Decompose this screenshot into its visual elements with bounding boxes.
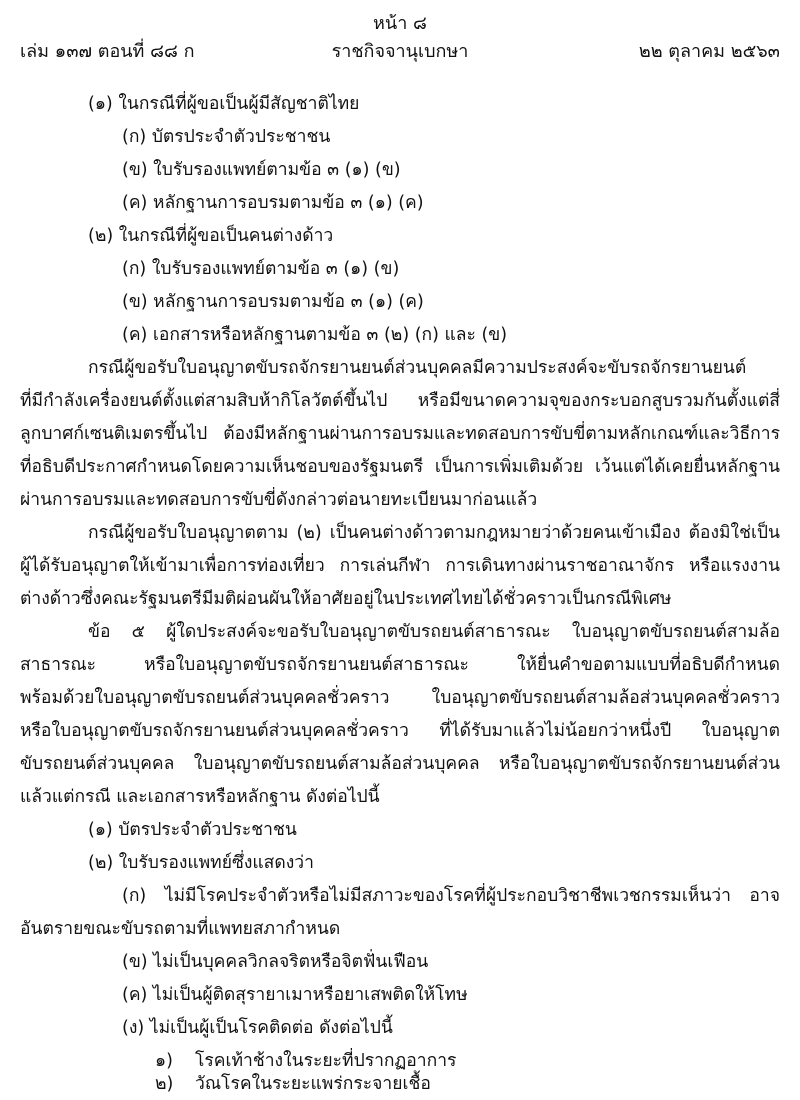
page-number: หน้า ๘ [373,13,427,34]
article-5-line: สาธารณะ หรือใบอนุญาตขับรถจักรยานยนต์สาธารณะ ให้ยื่นคำขอตามแบบที่อธิบดีกำหนด [20,655,780,675]
clause-2-item-a: (ก) ใบรับรองแพทย์ตามข้อ ๓ (๑) (ข) [122,259,400,279]
clause-1-item-b: (ข) ใบรับรองแพทย์ตามข้อ ๓ (๑) (ข) [122,160,401,180]
clause-2-item-c: (ค) เอกสารหรือหลักฐานตามข้อ ๓ (๒) (ก) และ (ข) [122,325,508,345]
disease-item-number: ๒) [155,1074,174,1094]
clause-1-item-c: (ค) หลักฐานการอบรมตามข้อ ๓ (๑) (ค) [122,193,424,213]
disease-item-text: โรคเท้าช้างในระยะที่ปรากฏอาการ [195,1051,457,1071]
article-5-line: พร้อมด้วยใบอนุญาตขับรถยนต์ส่วนบุคคลชั่วคราว ใบอนุญาตขับรถยนต์สามล้อส่วนบุคคลชั่วคราว [20,688,780,708]
article-5-item-1: (๑) บัตรประจำตัวประชาชน [88,820,297,840]
article-5-line: ขับรถยนต์ส่วนบุคคล ใบอนุญาตขับรถยนต์สามล้อส่วนบุคคล หรือใบอนุญาตขับรถจักรยานยนต์ส่วน [20,754,780,774]
article-5-line: ข้อ ๕ ผู้ใดประสงค์จะขอรับใบอนุญาตขับรถยนต์สาธารณะ ใบอนุญาตขับรถยนต์สามล้อ [88,622,780,642]
paragraph-line: ลูกบาศก์เซนติเมตรขึ้นไป ต้องมีหลักฐานผ่านการอบรมและทดสอบการขับขี่ตามหลักเกณฑ์และวิธีการ [20,424,780,444]
article-5-item-2b: (ข) ไม่เป็นบุคคลวิกลจริตหรือจิตฟั่นเฟือน [122,952,429,972]
article-5-line: หรือใบอนุญาตขับรถจักรยานยนต์ส่วนบุคคลชั่วคราว ที่ได้รับมาแล้วไม่น้อยกว่าหนึ่งปี ใบอนุญาต [20,721,780,741]
disease-item-2 [155,1068,431,1100]
paragraph-line: กรณีผู้ขอรับใบอนุญาตตาม (๒) เป็นคนต่างด้าวตามกฎหมายว่าด้วยคนเข้าเมือง ต้องมิใช่เป็น [88,523,780,543]
running-header [20,36,780,64]
publication-date: ๒๒ ตุลาคม ๒๕๖๓ [638,41,780,62]
paragraph-line: ต่างด้าวซึ่งคณะรัฐมนตรีมีมติผ่อนผันให้อาศัยอยู่ในประเทศไทยได้ชั่วคราวเป็นกรณีพิเศษ [20,589,672,609]
disease-item-text: วัณโรคในระยะแพร่กระจายเชื้อ [195,1074,431,1094]
article-5-item-2: (๒) ใบรับรองแพทย์ซึ่งแสดงว่า [88,853,314,873]
article-5-item-2c: (ค) ไม่เป็นผู้ติดสุรายาเมาหรือยาเสพติดให้โทษ [122,985,468,1005]
clause-2-heading: (๒) ในกรณีที่ผู้ขอเป็นคนต่างด้าว [88,226,334,246]
paragraph-line: ผ่านการอบรมและทดสอบการขับขี่ดังกล่าวต่อนายทะเบียนมาก่อนแล้ว [20,490,538,510]
article-5-line: แล้วแต่กรณี และเอกสารหรือหลักฐาน ดังต่อไปนี้ [20,787,380,807]
paragraph-line: ผู้ได้รับอนุญาตให้เข้ามาเพื่อการท่องเที่ยว การเล่นกีฬา การเดินทางผ่านราชอาณาจักร หรือแรงงาน [20,556,780,576]
article-5-item-2a: (ก) ไม่มีโรคประจำตัวหรือไม่มีสภาวะของโรคที่ผู้ประกอบวิชาชีพเวชกรรมเห็นว่า อาจ [122,886,780,906]
paragraph-line: ที่มีกำลังเครื่องยนต์ตั้งแต่สามสิบห้ากิโลวัตต์ขึ้นไป หรือมีขนาดความจุของกระบอกสูบรวมกันตั้งแต่สี่ [20,391,780,411]
gazette-title: ราชกิจจานุเบกษา [331,41,469,62]
volume-issue: เล่ม ๑๓๗ ตอนที่ ๘๘ ก [20,41,195,62]
clause-1-item-a: (ก) บัตรประจำตัวประชาชน [122,127,331,147]
paragraph-line: ที่อธิบดีประกาศกำหนดโดยความเห็นชอบของรัฐมนตรี เป็นการเพิ่มเติมด้วย เว้นแต่ได้เคยยื่นหลักฐาน [20,457,780,477]
article-5-item-2a-cont: อันตรายขณะขับรถตามที่แพทยสภากำหนด [20,919,341,939]
article-5-item-2d: (ง) ไม่เป็นผู้เป็นโรคติดต่อ ดังต่อไปนี้ [122,1018,393,1038]
clause-1-heading: (๑) ในกรณีที่ผู้ขอเป็นผู้มีสัญชาติไทย [88,94,360,114]
clause-2-item-b: (ข) หลักฐานการอบรมตามข้อ ๓ (๑) (ค) [122,292,424,312]
paragraph-line: กรณีผู้ขอรับใบอนุญาตขับรถจักรยานยนต์ส่วนบุคคลมีความประสงค์จะขับรถจักรยานยนต์ [88,358,747,378]
disease-item-number: ๑) [155,1051,173,1071]
